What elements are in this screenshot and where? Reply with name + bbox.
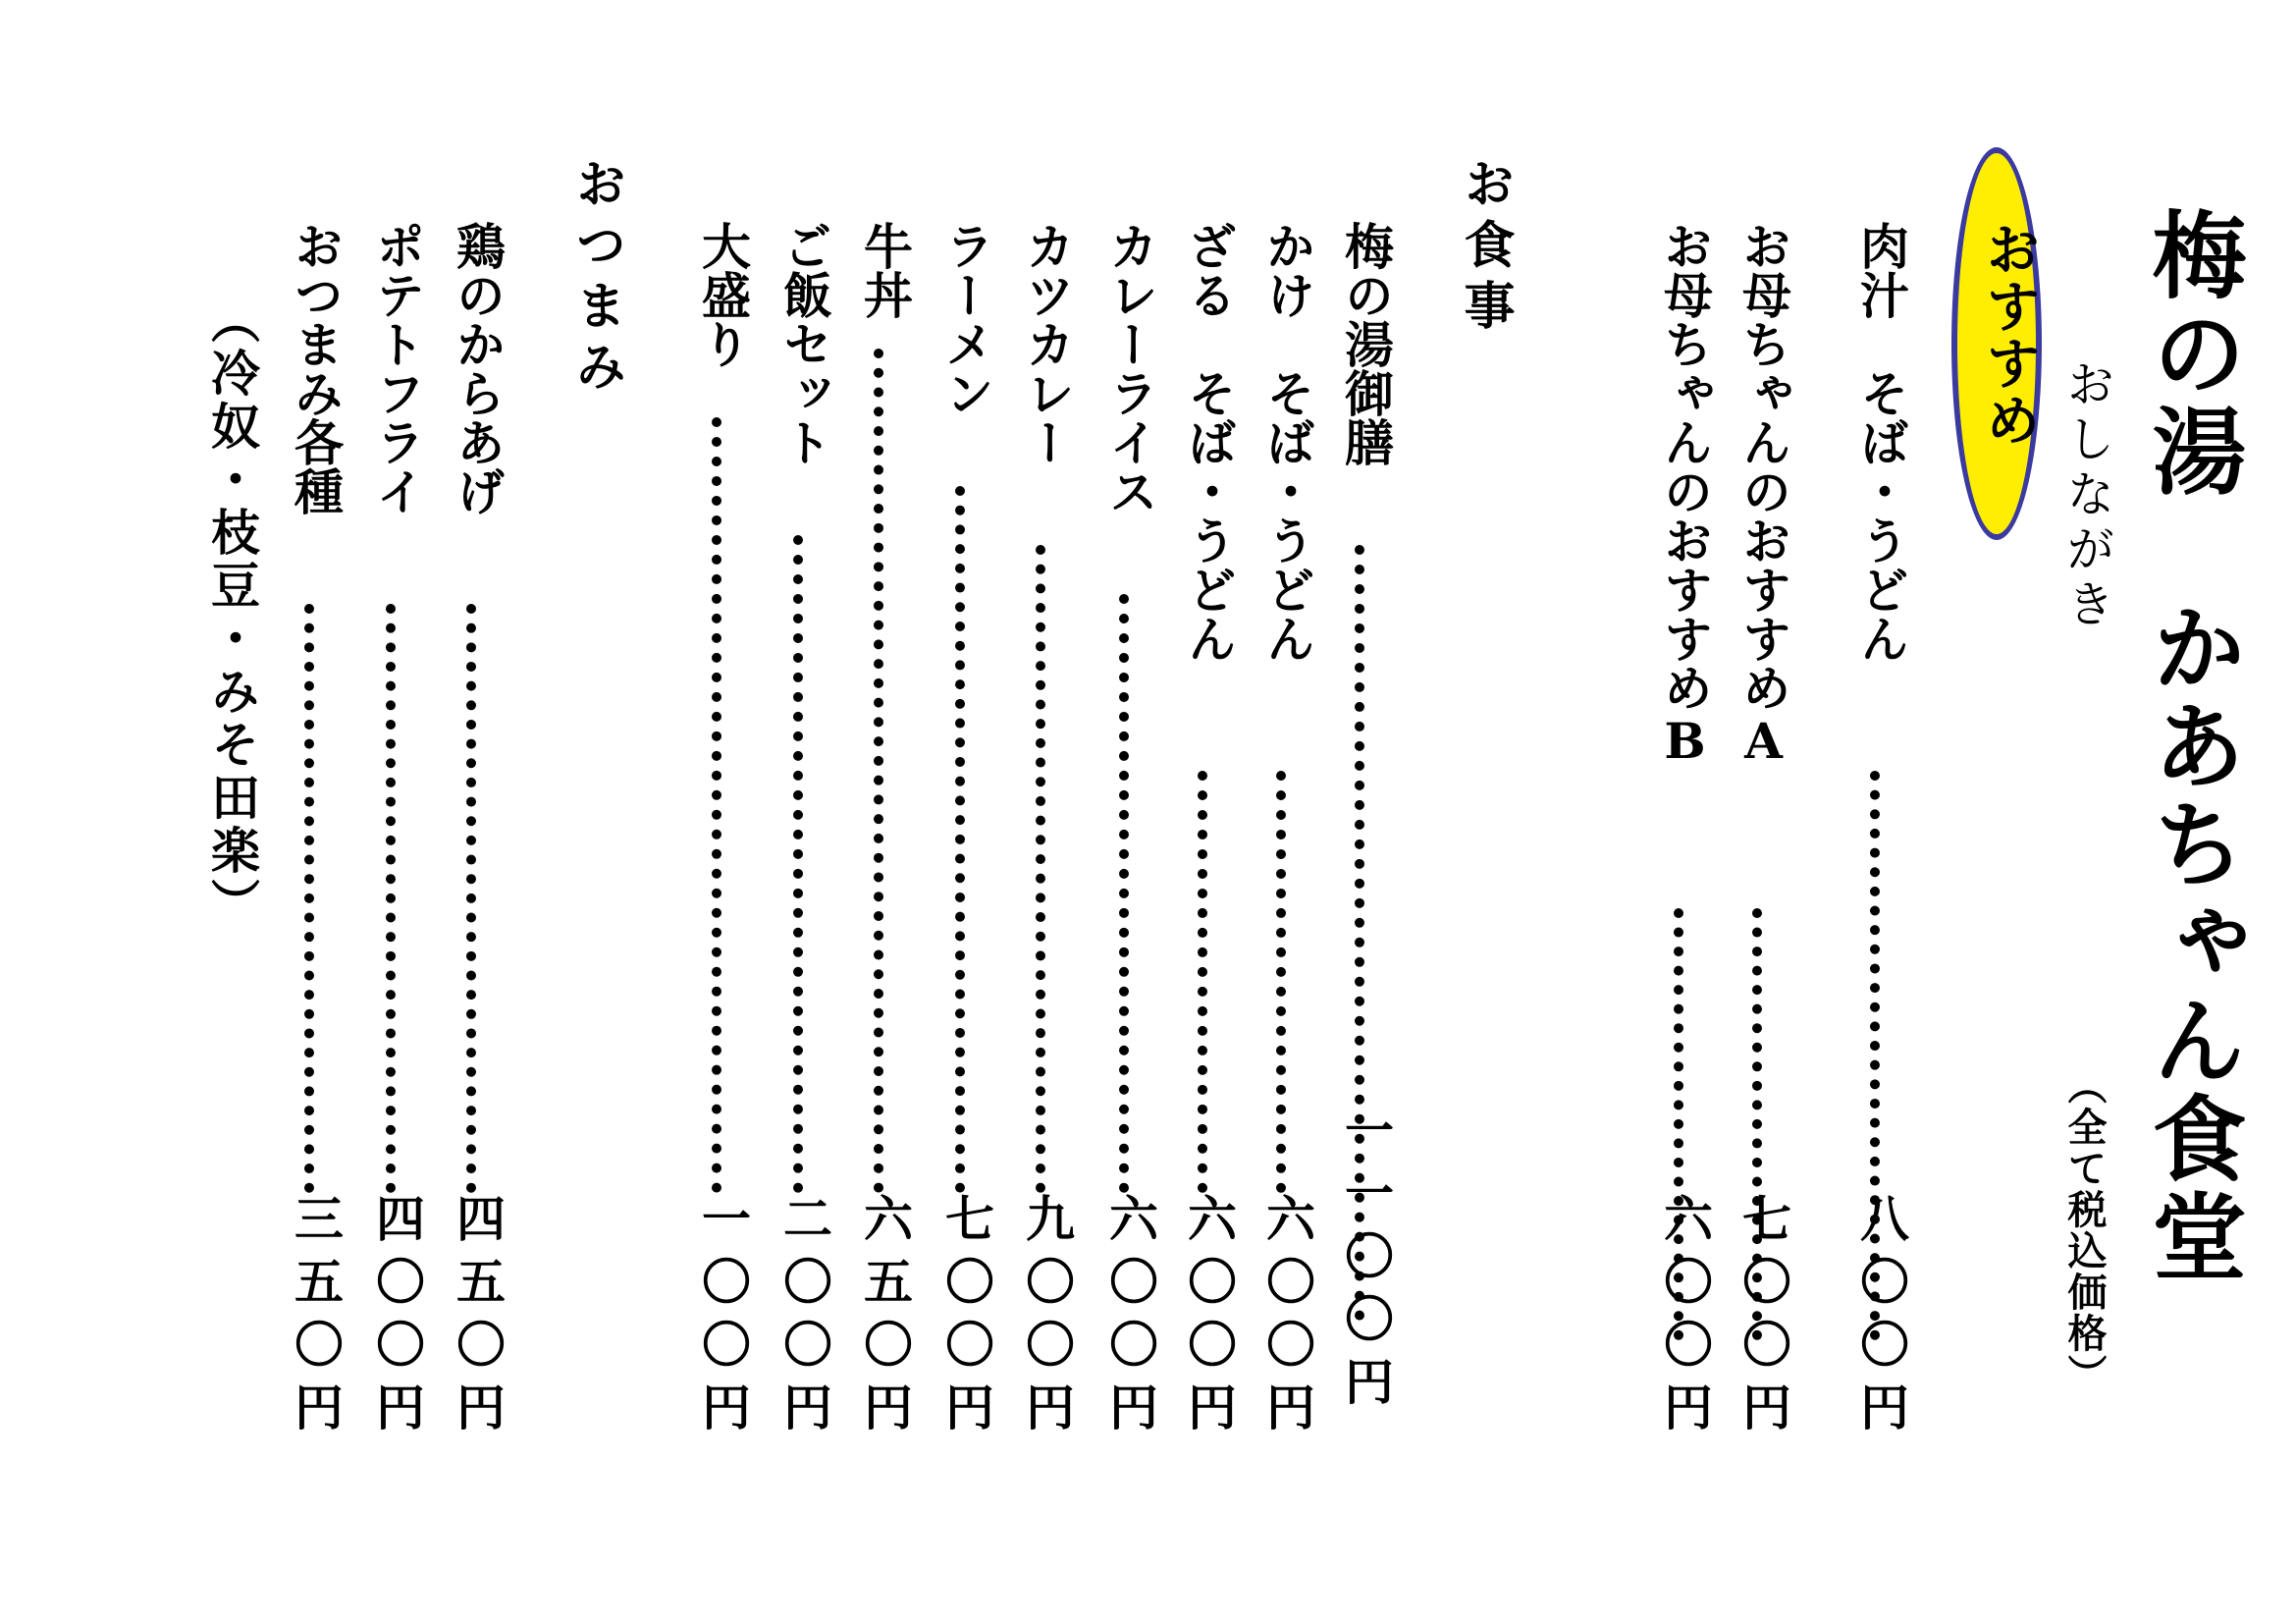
menu-row (1011, 221, 1076, 1444)
section-heading-meals: お食事 (1455, 157, 1515, 340)
menu-row (1845, 221, 1910, 1444)
menu-item-price: 七〇〇円 (937, 1193, 995, 1444)
menu-row (1728, 221, 1792, 1444)
leader-dots (386, 604, 396, 1193)
menu-item-name: お母ちゃんのおすすめB (1656, 221, 1714, 770)
leader-dots (1119, 594, 1129, 1193)
menu-item-name: 鶏のからあげ (449, 221, 507, 515)
menu-item-price: 六〇〇円 (1258, 1193, 1316, 1444)
menu-row (1649, 221, 1714, 1444)
menu-item-name: ラーメン (937, 221, 995, 417)
menu-item-price: 一〇〇円 (694, 1193, 752, 1444)
recommend-badge-label: おすすめ (1977, 221, 2041, 449)
menu-item-name: お母ちゃんのおすすめA (1735, 221, 1792, 770)
page-title: 梅の湯 かあちゃん食堂 (2137, 206, 2248, 1286)
menu-row (687, 221, 752, 1444)
menu-row (1252, 221, 1316, 1444)
menu-item-name: カツカレー (1018, 221, 1076, 466)
leader-dots (466, 604, 476, 1193)
menu-item-price: 三五〇円 (287, 1193, 345, 1444)
menu-item-price: 六〇〇円 (1180, 1193, 1238, 1444)
menu-item-price: 六〇〇円 (1656, 1193, 1714, 1444)
menu-item-name: ポテトフライ (368, 221, 426, 515)
leader-dots (304, 604, 314, 1193)
menu-row (280, 221, 345, 1444)
leader-dots (712, 417, 721, 1193)
section-heading-snacks: おつまみ (566, 157, 626, 401)
menu-row (1173, 221, 1238, 1444)
leader-dots (1276, 771, 1286, 1193)
menu-item-price: 七〇〇円 (1735, 1193, 1792, 1444)
menu-item-price: 四〇〇円 (368, 1193, 426, 1444)
menu-subtitle: おしながき (2058, 358, 2115, 633)
menu-row (849, 221, 914, 1444)
menu-item-price: 九〇〇円 (1018, 1193, 1076, 1444)
menu-item-name: かけ そば・うどん (1258, 221, 1316, 663)
menu-item-price: 六〇〇円 (1101, 1193, 1159, 1444)
menu-item-price: 二〇〇円 (775, 1193, 833, 1444)
menu-row (361, 221, 426, 1444)
tax-note: （全て税込価格） (2061, 1065, 2108, 1395)
menu-item-price: 四五〇円 (449, 1193, 507, 1444)
menu-item-name: 梅の湯御膳 (1337, 221, 1395, 466)
leader-dots (1198, 771, 1207, 1193)
menu-item-name: おつまみ各種 (287, 221, 345, 515)
leader-dots (1036, 545, 1045, 1193)
leader-dots (955, 486, 965, 1193)
leader-dots (874, 349, 883, 1193)
menu-item-price: 八〇〇円 (1852, 1193, 1910, 1444)
menu-item-price: 一一〇〇円 (1337, 1105, 1395, 1419)
menu-item-price: 六五〇円 (856, 1193, 914, 1444)
menu-item-name: ざる そば・うどん (1180, 221, 1238, 663)
menu-row (769, 221, 833, 1444)
menu-item-name: 牛丼 (856, 221, 914, 319)
leader-dots (793, 535, 803, 1193)
menu-item-name: 大盛り (694, 221, 752, 368)
snacks-note: （冷奴・枝豆・みそ田楽） (203, 295, 261, 931)
menu-item-name: 肉汁 そば・うどん (1852, 221, 1910, 663)
menu-row (931, 221, 995, 1444)
menu-row (1095, 221, 1159, 1444)
menu-item-name: カレーライス (1101, 221, 1159, 515)
menu-row (442, 221, 507, 1444)
menu-item-name: ご飯セット (775, 221, 833, 466)
menu-row (1330, 221, 1395, 1419)
